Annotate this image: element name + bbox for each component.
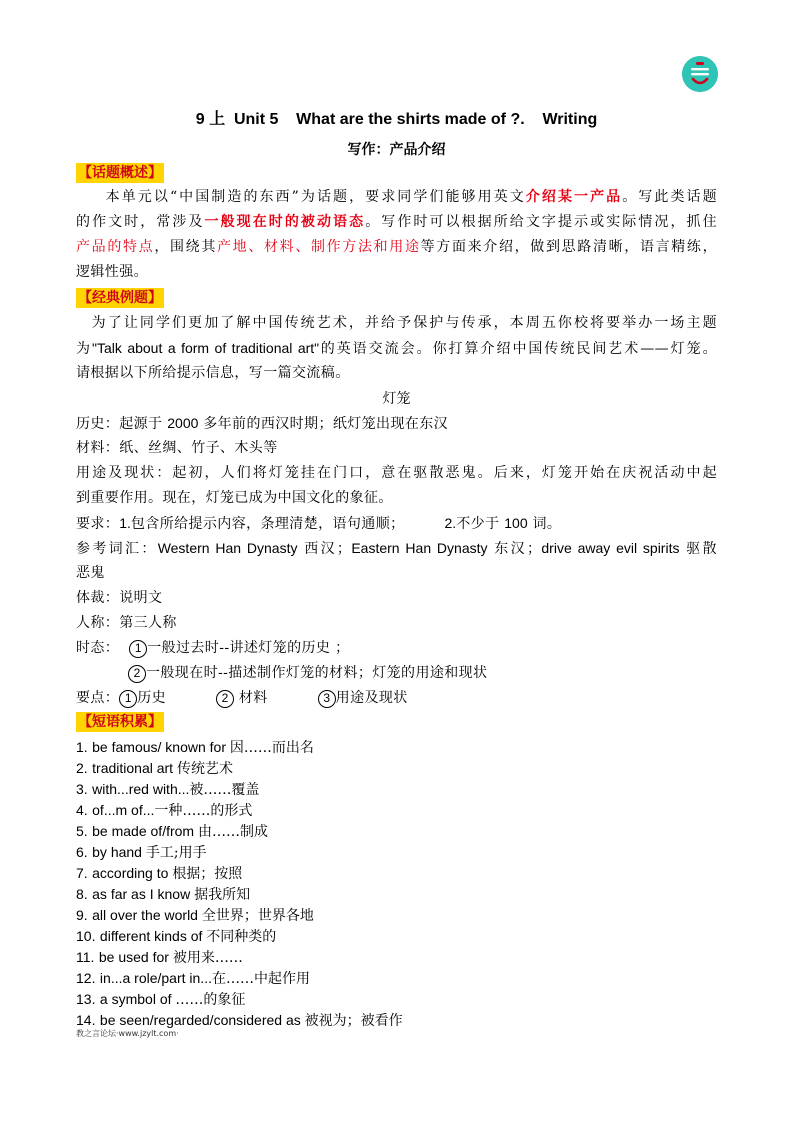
example-paragraph-line: 请根据以下所给提示信息，写一篇交流稿。 [76, 365, 350, 381]
circled-number-icon: 2 [216, 690, 234, 708]
topic-paragraph-line: 本单元以“中国制造的东西”为话题，要求同学们能够用英文介绍某一产品。写此类话题 [104, 189, 717, 205]
circled-number-icon: 1 [129, 640, 147, 658]
section-heading-topic: 【话题概述】 [78, 165, 162, 181]
example-tense: 时态： 1 一般过去时--讲述灯笼的历史 ； [76, 640, 350, 656]
list-item: 8. as far as I know 据我所知 [76, 886, 251, 903]
example-vocabulary: 参考词汇：Western Han Dynasty 西汉；Eastern Han Dynasty 东汉；drive away evil spirits 驱散 [76, 540, 717, 557]
example-history: 历史：起源于 2000 多年前的西汉时期；纸灯笼出现在东汉 [76, 415, 449, 432]
topic-paragraph-line: 的作文时，常涉及一般现在时的被动语态。写作时可以根据所给文字提示或实际情况，抓住 [76, 214, 717, 230]
menu-face-icon [682, 56, 718, 92]
list-item: 6. by hand 手工;用手 [76, 844, 207, 861]
list-item: 2. traditional art 传统艺术 [76, 760, 233, 777]
list-item: 7. according to 根据；按照 [76, 865, 243, 882]
list-item: 3. with...red with...被……覆盖 [76, 781, 260, 798]
list-item: 11. be used for 被用来…… [76, 949, 243, 966]
circled-number-icon: 3 [318, 690, 336, 708]
example-paragraph-line: 为了让同学们更加了解中国传统艺术，并给予保护与传承，本周五你校将要举办一场主题 [90, 315, 717, 331]
circled-number-icon: 2 [128, 665, 146, 683]
list-item: 4. of...m of...一种……的形式 [76, 802, 253, 819]
example-usage: 到重要作用。现在，灯笼已成为中国文化的象征。 [76, 490, 393, 506]
example-vocabulary: 恶鬼 [76, 565, 105, 581]
list-item: 14. be seen/regarded/considered as 被视为；被看作 [76, 1012, 403, 1029]
circled-number-icon: 1 [119, 690, 137, 708]
example-points: 要点： 1 历史 2 材料 3 用途及现状 [76, 690, 408, 706]
footer-watermark: 教之言论坛·www.jzylt.com· [76, 1029, 179, 1038]
list-item: 5. be made of/from 由……制成 [76, 823, 268, 840]
section-heading-phrases: 【短语积累】 [78, 714, 162, 730]
example-genre: 体裁：说明文 [76, 590, 163, 606]
list-item: 13. a symbol of ……的象征 [76, 991, 246, 1008]
list-item: 12. in...a role/part in...在……中起作用 [76, 970, 310, 987]
topic-paragraph-line: 逻辑性强。 [76, 264, 148, 280]
example-center-title: 灯笼 [382, 391, 411, 407]
list-item: 1. be famous/ known for 因……而出名 [76, 739, 314, 756]
example-person: 人称：第三人称 [76, 615, 177, 631]
example-requirements: 要求：1.包含所给提示内容，条理清楚，语句通顺； 2.不少于 100 词。 [76, 515, 562, 532]
page-title: 9 上 Unit 5 What are the shirts made of ?. Writing [195, 111, 598, 128]
example-paragraph-line: 为"Talk about a form of traditional art"的英语交流会。你打算介绍中国传统民间艺术——灯笼。 [76, 340, 717, 357]
list-item: 10. different kinds of 不同种类的 [76, 928, 277, 945]
section-heading-example: 【经典例题】 [78, 290, 162, 306]
page-subtitle: 写作：产品介绍 [347, 142, 446, 158]
example-material: 材料：纸、丝绸、竹子、木头等 [76, 440, 278, 456]
example-usage: 用途及现状：起初，人们将灯笼挂在门口，意在驱散恶鬼。后来，灯笼开始在庆祝活动中起 [76, 465, 717, 481]
example-tense: 2 一般现在时--描述制作灯笼的材料；灯笼的用途和现状 [76, 663, 487, 683]
list-item: 9. all over the world 全世界；世界各地 [76, 907, 314, 924]
topic-paragraph-line: 产品的特点，围绕其产地、材料、制作方法和用途等方面来介绍，做到思路清晰，语言精练， [76, 239, 717, 255]
